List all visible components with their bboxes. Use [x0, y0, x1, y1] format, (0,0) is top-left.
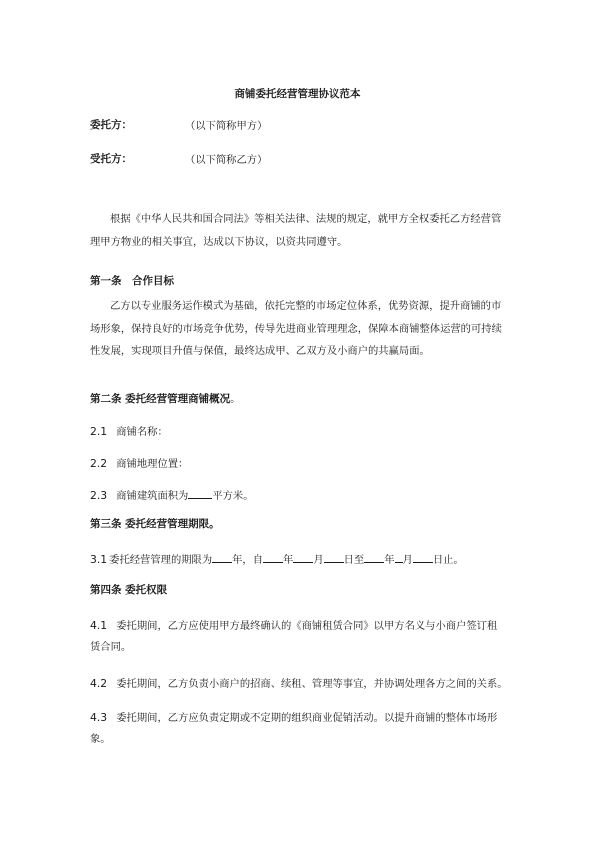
party-a-label: 委托方： — [90, 119, 132, 131]
party-a-note: （以下简称甲方） — [185, 120, 268, 132]
item-4-2 — [90, 672, 508, 691]
item-text: 商铺名称： — [116, 426, 168, 438]
item-text: 年 — [283, 554, 294, 566]
item-number: 4.2 — [90, 677, 108, 690]
item-text: 平方米。 — [212, 490, 254, 502]
blank-line — [413, 552, 433, 563]
item-text: 年，自 — [232, 554, 264, 566]
blank-line — [324, 552, 344, 563]
blank-line — [263, 552, 283, 563]
item-text: 委托期间，乙方负责小商户的招商、续租、管理等事宜，并协调处理各方之间的关系。 — [116, 678, 508, 690]
document-title: 商铺委托经营管理协议范本 — [234, 88, 361, 100]
item-number: 4.1 — [90, 619, 108, 632]
item-number: 2.1 — [90, 425, 108, 438]
item-2-1 — [90, 420, 168, 439]
section-2-heading: 第二条 委托经营管理商铺概况 — [90, 393, 231, 405]
item-text: 年 — [384, 554, 395, 566]
item-text: 商铺建筑面积为 — [116, 490, 189, 502]
item-text: 商铺地理位置： — [116, 458, 189, 470]
item-number: 3.1 — [90, 553, 108, 566]
section-2-heading-row — [90, 387, 240, 406]
item-4-3-line-2: 象。 — [90, 733, 111, 745]
blank-line — [188, 488, 212, 499]
item-text: 委托期间，乙方应使用甲方最终确认的《商铺租赁合同》以甲方名义与小商户签订租 — [116, 620, 498, 632]
blank-line — [293, 552, 313, 563]
item-text: 日至 — [343, 554, 365, 566]
intro-paragraph: 根据《中华人民共和国合同法》等相关法律、法规的规定，就甲方全权委托乙方经营管理甲方物业的相关事宜，达成以下协议，以资共同遵守。 — [90, 213, 502, 248]
section-2-period: 。 — [230, 393, 241, 405]
item-3-1 — [90, 548, 464, 567]
section-3-heading: 第三条 委托经营管理期限。 — [90, 518, 220, 530]
item-4-1-line-2: 赁合同。 — [90, 641, 132, 653]
item-number: 4.3 — [90, 711, 108, 724]
item-text: 月 — [402, 554, 413, 566]
item-4-1-line-1 — [90, 614, 497, 633]
item-2-2 — [90, 452, 188, 471]
section-1-body: 乙方以专业服务运作模式为基础，依托完整的市场定位体系，优势资源，提升商铺的市场形象，保持良好的市场竞争优势，传导先进商业管理理念，保障本商铺整体运营的可持续性发展，实现项目升值与保值，最终达成甲、乙双方及小商户的共赢局面。 — [90, 300, 502, 357]
item-4-3-line-1 — [90, 706, 497, 725]
blank-line — [212, 552, 232, 563]
item-text: 月 — [313, 554, 324, 566]
party-b-label: 受托方： — [90, 153, 132, 165]
blank-line — [395, 552, 403, 563]
item-text: 委托经营管理的期限为 — [109, 554, 213, 566]
party-b-note: （以下简称乙方） — [185, 154, 268, 166]
item-number: 2.3 — [90, 489, 108, 502]
item-text: 委托期间，乙方应负责定期或不定期的组织商业促销活动。以提升商铺的整体市场形 — [116, 712, 498, 724]
section-1-heading: 第一条 合作目标 — [90, 275, 174, 287]
blank-line — [364, 552, 384, 563]
item-2-3 — [90, 484, 254, 503]
section-4-heading: 第四条 委托权限 — [90, 584, 168, 596]
item-text: 日止。 — [432, 554, 464, 566]
item-number: 2.2 — [90, 457, 108, 470]
